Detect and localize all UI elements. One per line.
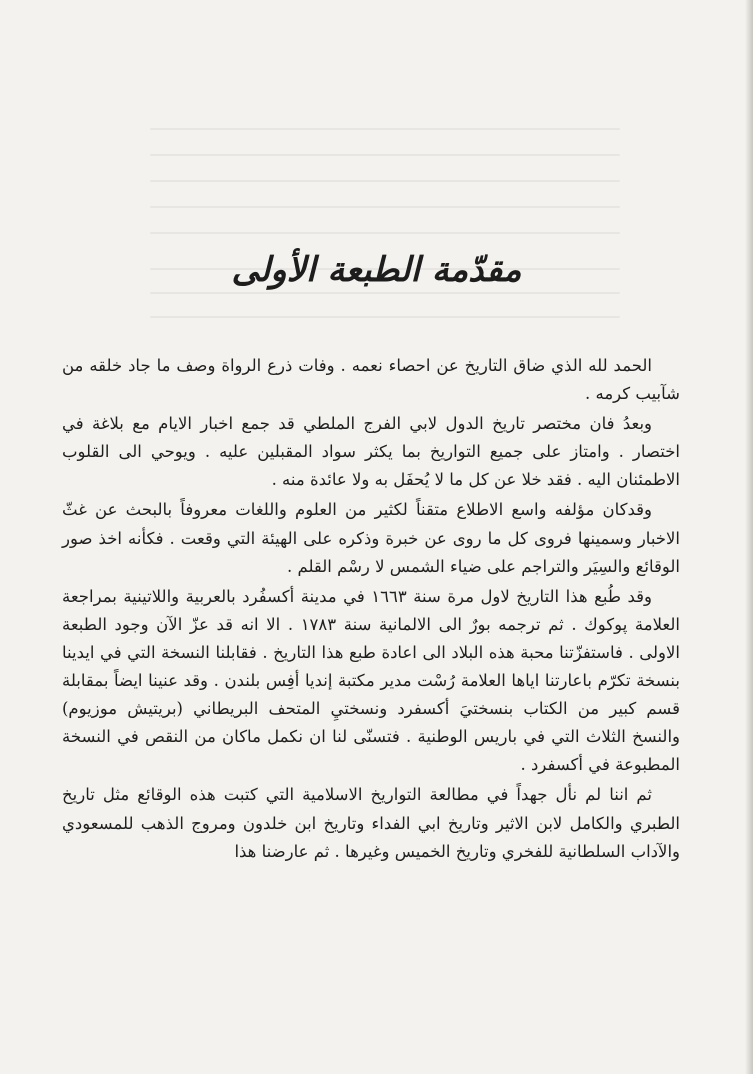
paragraph: الحمد لله الذي ضاق التاريخ عن احصاء نعمه . وفات ذرع الرواة وصف ما جاد خلقه من شآبيب كرمه . [62,356,680,404]
show-through-line [150,292,620,294]
paragraph: وقدكان مؤلفه واسع الاطلاع متقناً لكثير من العلوم واللغات معروفاً بالبحث عن غثّ الاخبار وسمينها فروى كل ما روى عن خبرة وذكره على الهيئة التي وقعت . فكأنه اخذ صور الوقائع والسِيَر والتراجم على ضياء الشمس لا رسْم القلم . [62,500,680,576]
body-text [62,352,680,866]
show-through-line [150,154,620,156]
paragraph: وقد طُبع هذا التاريخ لاول مرة سنة ١٦٦٣ في مدينة أكسفُرد بالعربية واللاتينية بمراجعة العلامة پوكوك . ثم ترجمه بورٌ الى الالمانية سنة ١٧٨٣ . الا انه قد عزّ الآن وجود الطبعة الاولى . فاستفزّتنا محبة هذه البلاد الى اعادة طبع هذا التاريخ . فقابلنا النسخة التي في ايدينا بنسخة تكرّم باعارتنا اياها العلامة رُسْت مدير مكتبة إنديا أفِس بلندن . وقد عنينا ايضاً بمقابلة قسم كبير من الكتاب بنسختيَ أكسفرد ونسختيِ المتحف البريطاني (بريتيش موزيوم) والنسخ الثلاث التي في باريس الوطنية . فتسنّى لنا ان نكمل ماكان من النقص في النسخة المطبوعة في أكسفرد . [62,586,680,775]
paragraph: وبعدُ فان مختصر تاريخ الدول لابي الفرج الملطي قد جمع اخبار الايام مع بلاغة في اختصار . وامتاز على جميع التواريخ بما يكثر سواد المقبلين عليه . ويوحي الى القلوب الاطمئنان اليه . فقد خلا عن كل ما لا يُحفَل به ولا عائدة منه . [62,414,680,490]
show-through-line [150,316,620,318]
page-title: مقدّمة الطبعة الأولى [231,250,522,290]
show-through-line [150,180,620,182]
page-edge-shadow [745,0,753,1074]
show-through-line [150,128,620,130]
show-through-line [150,206,620,208]
show-through-line [150,232,620,234]
paragraph: ثم اننا لم نأل جهداً في مطالعة التواريخ الاسلامية التي كتبت هذه الوقائع مثل تاريخ الطبري والكامل لابن الاثير وتاريخ ابي الفداء وتاريخ ابن خلدون ومروج الذهب للمسعودي والآداب السلطانية للفخري وتاريخ الخميس وغيرها . ثم عارضنا هذا [62,785,680,861]
